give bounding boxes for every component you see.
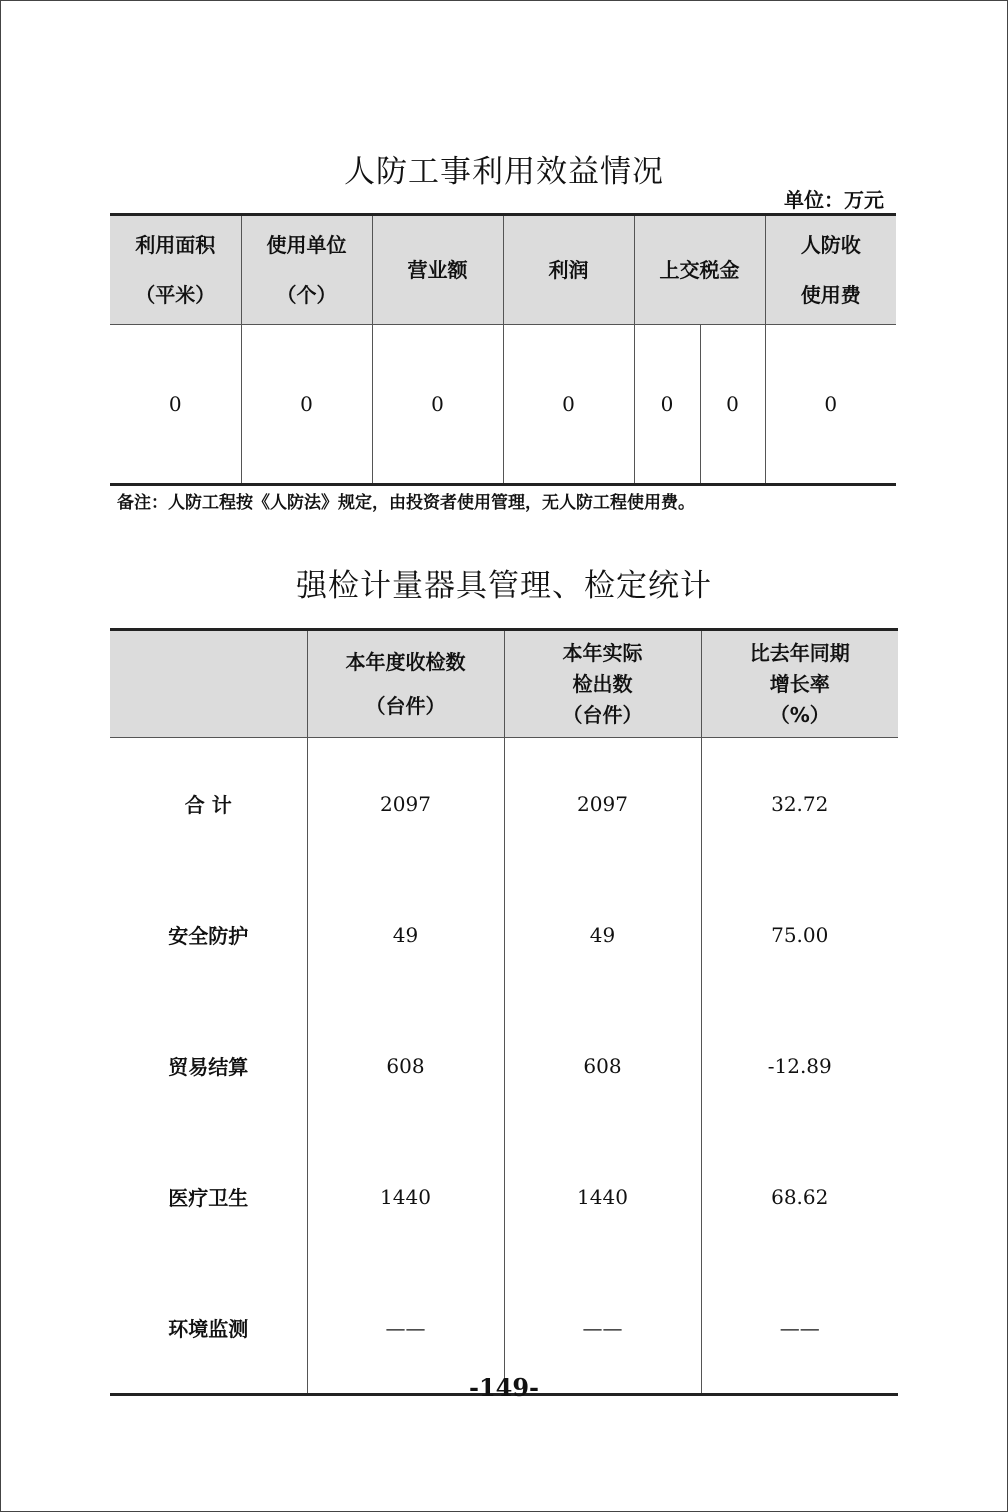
table-cell: —— [504,1262,701,1395]
row-label: 环境监测 [168,1317,249,1341]
table-cell: 608 [504,1000,701,1131]
table-row [110,738,898,870]
table2-header-row [110,630,898,738]
table-cell: 0 [372,325,503,485]
header-tax: 上交税金 [634,215,765,325]
table1-note: 备注：人防工程按《人防法》规定，由投资者使用管理，无人防工程使用费。 [117,493,695,513]
header-blank [110,630,307,738]
header-profit: 利润 [503,215,634,325]
table-cell: —— [701,1262,898,1395]
metrology-table [110,628,898,1396]
table-cell: 0 [168,392,182,416]
row-label: 安全防护 [168,924,249,948]
header-received: 本年度收检数 （台件） [307,630,504,738]
table-cell: —— [307,1262,504,1395]
header-revenue: 营业额 [372,215,503,325]
civil-defense-table [110,213,896,486]
table-cell: 0 [503,325,634,485]
table1-title: 人防工事利用效益情况 [344,154,664,190]
table-cell: 68.62 [701,1131,898,1262]
header-detected: 本年实际 检出数 （台件） [504,630,701,738]
table-cell: 0 [700,325,765,485]
table-cell: 49 [504,869,701,1000]
table-cell: 0 [241,325,372,485]
table2-title: 强检计量器具管理、检定统计 [296,568,712,604]
table-cell: 2097 [307,738,504,870]
table1-header-row [110,215,896,325]
table-cell: 49 [307,869,504,1000]
table1-unit: 单位：万元 [784,188,884,212]
table-cell: 75.00 [701,869,898,1000]
table-row [110,869,898,1000]
table-cell: 2097 [504,738,701,870]
header-units: 使用单位 （个） [241,215,372,325]
page-number: -149- [468,1373,540,1402]
table-cell: 608 [307,1000,504,1131]
table-cell: 1440 [307,1131,504,1262]
header-growth: 比去年同期 增长率 （%） [701,630,898,738]
table-row [110,1131,898,1262]
row-label: 合 计 [184,793,232,817]
header-area: 利用面积 （平米） [110,215,241,325]
table-row [110,1000,898,1131]
table-cell: 0 [634,325,700,485]
table1-data-row [110,325,896,485]
row-label: 医疗卫生 [168,1186,249,1210]
row-label: 贸易结算 [168,1055,249,1079]
table-cell: -12.89 [701,1000,898,1131]
table-cell: 1440 [504,1131,701,1262]
table-cell: 32.72 [701,738,898,870]
table-cell: 0 [765,325,896,485]
header-fee: 人防收 使用费 [765,215,896,325]
